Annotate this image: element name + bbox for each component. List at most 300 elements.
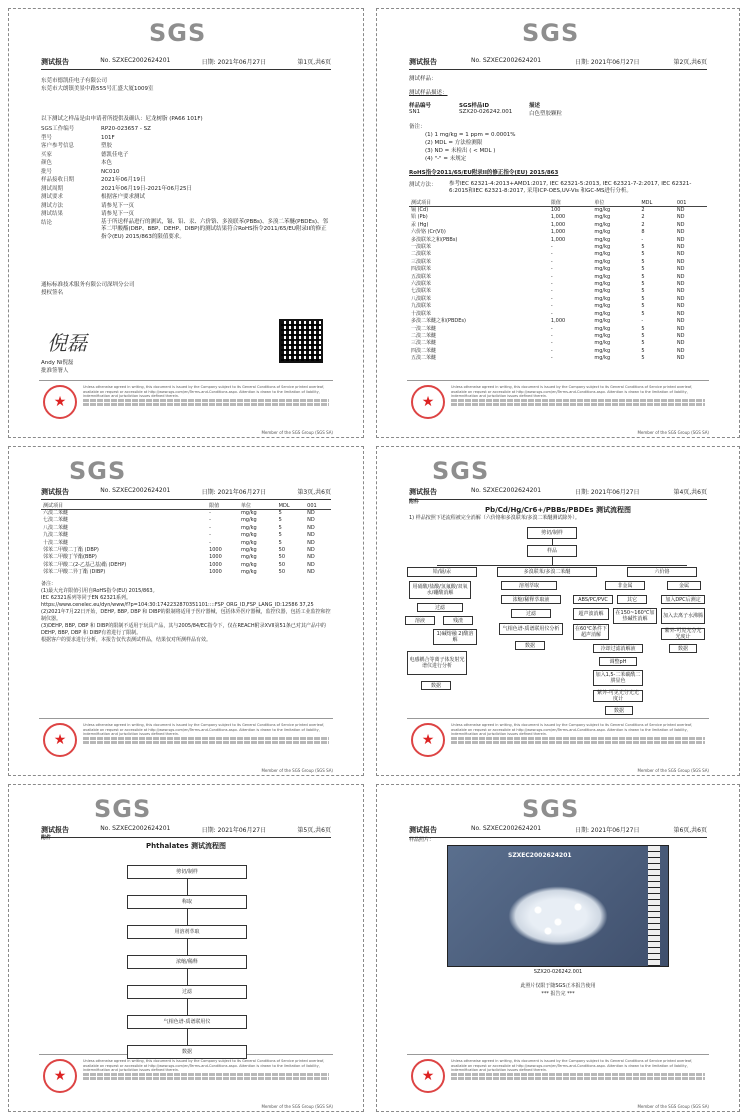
- table-cell: 5: [641, 340, 645, 347]
- table-cell: mg/kg: [594, 332, 611, 339]
- table-header-cell: 单位: [592, 199, 639, 207]
- appendix-label: 附件: [41, 835, 52, 841]
- table-cell: mg/kg: [594, 288, 611, 295]
- table-cell: ND: [676, 258, 685, 265]
- table-cell: mg/kg: [594, 214, 611, 221]
- signature: 倪磊: [47, 331, 87, 355]
- ruler-image: [648, 846, 660, 966]
- table-cell: ND: [676, 221, 685, 228]
- table-cell: 九溴联苯: [411, 303, 432, 310]
- field-label: 买家: [41, 151, 53, 158]
- table-cell: 5: [641, 258, 645, 265]
- table-cell: -: [641, 236, 644, 243]
- table-header-cell: 测试项目: [41, 502, 207, 510]
- report-date: 日期: 2021年06月27日: [575, 827, 640, 834]
- flow-step: 过滤: [127, 985, 247, 999]
- table-cell: mg/kg: [594, 318, 611, 325]
- table-cell: mg/kg: [594, 340, 611, 347]
- table-cell: 1000: [209, 554, 222, 561]
- flow-node-solution: 溶液: [405, 616, 435, 625]
- table-row: [409, 333, 707, 340]
- field-value: 2021年06月19日-2021年06月25日: [101, 185, 192, 192]
- table-cell: ND: [676, 251, 685, 258]
- table-cell: ND: [307, 569, 315, 576]
- photo-label: 样品照片：: [409, 837, 435, 843]
- table-cell: 2: [641, 221, 645, 228]
- page-number: 第1页,共6页: [297, 59, 331, 66]
- table-cell: 5: [641, 251, 645, 258]
- table-cell: 邻苯二甲酸二丁酯 (DBP): [43, 547, 99, 554]
- table-cell: 多溴联苯之和(PBBs): [411, 236, 458, 243]
- notes-label: 备注：: [41, 580, 57, 587]
- field-value: 请参见下一页: [101, 211, 135, 217]
- report-title: 测试报告: [409, 488, 437, 496]
- flow-node-other: 其它: [617, 595, 647, 604]
- table-cell: 2: [641, 207, 645, 213]
- flow-step: 数据: [127, 1045, 247, 1059]
- test-method: 测试方法： 参考IEC 62321-4:2013+AMD1:2017, IEC 62321-5:2013, IEC 62321-7-2:2017, IEC 62321-6:2015和IEC 62321-8:2017, 采用ICP-OES,UV-Vis 和GC-MS进行分析。: [409, 181, 692, 194]
- report-title: 测试报告: [409, 826, 437, 834]
- table-cell: 5: [641, 288, 645, 295]
- table-cell: 六溴二苯醚: [43, 510, 69, 516]
- note-item: (2) MDL = 方法检测限: [425, 140, 483, 146]
- report-title: 测试报告: [41, 58, 69, 66]
- flow-node-data-b: 数据: [515, 641, 545, 650]
- field-value: 2021年06月19日: [101, 177, 146, 183]
- table-cell: 邻苯二甲酸二(2-乙基己基)酯 (DEHP): [43, 561, 127, 568]
- table-cell: 5: [641, 281, 645, 288]
- flow-node-gcms: 气相色谱-质谱联用仪分析: [499, 623, 563, 635]
- field-row: [41, 151, 331, 160]
- sgs-logo: SGS: [149, 19, 207, 47]
- table-cell: 5: [641, 332, 645, 339]
- photo-note: 此照片仅限于随SGS正本报告使用: [520, 983, 596, 989]
- signer-title: 批准签署人: [41, 368, 69, 374]
- table-cell: 一溴联苯: [411, 244, 432, 251]
- field-row: [41, 176, 331, 185]
- table-cell: 50: [278, 547, 286, 554]
- table-cell: ND: [307, 554, 315, 561]
- report-number: No. SZXEC2002624201: [100, 825, 171, 832]
- flow-col-pbb: 多溴联苯/多溴二苯醚: [497, 567, 597, 577]
- table-cell: 一溴二苯醚: [411, 325, 437, 332]
- report-page-4: [376, 446, 740, 776]
- table-cell: 50: [278, 569, 286, 576]
- table-row: [409, 296, 707, 303]
- table-cell: 八溴联苯: [411, 295, 432, 302]
- flow-step: 气相色谱-质谱联用仪: [127, 1015, 247, 1029]
- report-page-6: [376, 784, 740, 1112]
- report-date: 日期: 2021年06月27日: [575, 59, 640, 66]
- sgs-logo: SGS: [522, 19, 580, 47]
- table-cell: 1,000: [550, 214, 566, 221]
- sgs-logo: SGS: [432, 457, 490, 485]
- table-cell: ND: [676, 347, 685, 354]
- fineprint: Unless otherwise agreed in writing, this document is issued by the Company subject to its General Conditions of Service printed overleaf, available on request or accessible at http://www.sgs.com/en/Terms-and-Conditions.aspx. Attention is drawn to the limitation of liability, indemnification and jurisdiction issues defined therein.: [451, 385, 705, 408]
- field-row: [41, 202, 331, 211]
- flow-step: 称取: [127, 895, 247, 909]
- fineprint: Unless otherwise agreed in writing, this document is issued by the Company subject to its General Conditions of Service printed overleaf, available on request or accessible at http://www.sgs.com/en/Terms-and-Conditions.aspx. Attention is drawn to the limitation of liability, indemnification and jurisdiction issues defined therein.: [451, 723, 705, 746]
- flow-node-data-c: 数据: [669, 644, 697, 653]
- sample-photo: [447, 845, 669, 967]
- table-cell: 5: [278, 532, 282, 539]
- table-cell: ND: [307, 524, 315, 531]
- page-header: [409, 825, 707, 838]
- flow-arrow: [187, 969, 188, 985]
- note-item: 根据客户的要求进行分析，本报告仅代表测试样品，结果仅对所测样品有效。: [41, 636, 212, 643]
- sgs-logo: SGS: [522, 795, 580, 823]
- field-value: 根据客户要求测试: [101, 194, 146, 200]
- field-row: [41, 159, 331, 168]
- field-row: [41, 134, 331, 143]
- table-cell: 1000: [209, 569, 222, 576]
- report-title: 测试报告: [409, 58, 437, 66]
- flow-step: 剪切/制样: [127, 865, 247, 879]
- table-header-cell: 001: [305, 502, 331, 510]
- table-cell: ND: [676, 229, 685, 236]
- report-number: No. SZXEC2002624201: [470, 487, 542, 494]
- field-row: [41, 142, 331, 151]
- table-cell: ND: [676, 281, 685, 288]
- table-cell: ND: [676, 273, 685, 280]
- table-cell: 二溴二苯醚: [411, 332, 437, 339]
- flow-node-data-d: 数据: [605, 706, 633, 715]
- page-number: 第3页,共6页: [297, 489, 331, 496]
- table-cell: -: [550, 355, 553, 362]
- table-cell: mg/kg: [594, 303, 611, 310]
- flow-node-icp: 电感耦合等离子体发射光谱仪进行分析: [407, 651, 467, 675]
- page-footer: [39, 380, 333, 435]
- table-row: [409, 229, 707, 236]
- note-item: (4) "-" = 未规定: [425, 156, 467, 162]
- table-cell: -: [550, 295, 553, 302]
- flow-node-60c: 在60℃条件下超声消解: [573, 624, 609, 640]
- report-title: 测试报告: [41, 826, 69, 834]
- table-cell: ND: [676, 295, 685, 302]
- field-label: 测试要求: [41, 194, 64, 200]
- fineprint: Unless otherwise agreed in writing, this document is issued by the Company subject to its General Conditions of Service printed overleaf, available on request or accessible at http://www.sgs.com/en/Terms-and-Conditions.aspx. Attention is drawn to the limitation of liability, indemnification and jurisdiction issues defined therein.: [83, 1059, 329, 1082]
- page-footer: [407, 718, 709, 773]
- sample-id-caption: SZX20-026242.001: [533, 969, 583, 975]
- flow-node-boil: 加入去离子水沸腾: [661, 608, 705, 624]
- qr-code: [279, 319, 323, 363]
- table-cell: 1,000: [550, 229, 566, 236]
- table-cell: mg/kg: [240, 547, 257, 554]
- photo-sticker: SZXEC2002624201: [508, 852, 572, 859]
- end-of-report: *** 报告完 ***: [541, 991, 575, 997]
- table-row: [409, 303, 707, 310]
- page-header: [409, 57, 707, 70]
- table-cell: mg/kg: [240, 532, 257, 539]
- table-cell: 1000: [209, 561, 222, 568]
- table-cell: 十溴二苯醚: [43, 539, 69, 546]
- flow-node-ph: 调整pH: [599, 657, 637, 666]
- section-description: 测试样品描述：: [409, 90, 448, 96]
- table-cell: mg/kg: [594, 355, 611, 362]
- table-cell: mg/kg: [594, 266, 611, 273]
- table-cell: -: [550, 288, 553, 295]
- table-cell: 50: [278, 561, 286, 568]
- table-cell: 5: [641, 325, 645, 332]
- field-row: [41, 185, 331, 194]
- report-date: 日期: 2021年06月27日: [201, 827, 267, 834]
- signer-company: 通标标准技术服务有限公司深圳分公司: [41, 282, 135, 288]
- flow-arrow: [187, 939, 188, 955]
- flow-node-concentrate: 浓缩/稀释萃取液: [501, 595, 561, 604]
- results-table: [41, 502, 331, 577]
- page-number: 第6页,共6页: [673, 827, 707, 834]
- table-cell: 5: [278, 524, 282, 531]
- table-cell: mg/kg: [594, 229, 611, 236]
- sgs-seal-icon: ★: [43, 1059, 77, 1093]
- table-cell: -: [209, 510, 211, 516]
- report-title: 测试报告: [41, 488, 69, 496]
- flow-arrow: [187, 1029, 188, 1045]
- report-date: 日期: 2021年06月27日: [201, 489, 267, 496]
- table-row: [409, 266, 707, 273]
- table-cell: mg/kg: [594, 258, 611, 265]
- signer-role: 授权签名: [41, 290, 64, 296]
- table-cell: 九溴二苯醚: [43, 532, 69, 539]
- flow-node-nonmetal: 非金属: [605, 581, 645, 590]
- table-header-cell: MDL: [277, 502, 305, 510]
- note-item: (3) ND = 未检出 ( < MDL ): [425, 148, 496, 154]
- table-cell: -: [550, 244, 553, 251]
- sgs-seal-icon: ★: [43, 385, 77, 419]
- report-page-3: [8, 446, 364, 776]
- section-sample: 测试样品：: [409, 76, 437, 82]
- field-value: 德凯佳电子: [101, 151, 129, 158]
- table-cell: 邻苯二甲酸丁苄酯(BBP): [43, 554, 97, 561]
- field-value: RP20-023657 - SZ: [101, 126, 151, 132]
- table-cell: mg/kg: [240, 524, 257, 531]
- conclusion: 结论 基于所送样品进行的测试，镉、铅、汞、六价铬、多溴联苯(PBBs)、多溴二苯醚(PBDEs)、邻苯二甲酸酯(DBP、BBP、DEHP、DIBP)的测试结果符合RoHS指令2011/65/EU附录II的修正指令(EU) 2015/863的限值要求。: [41, 218, 328, 240]
- table-row: [409, 348, 707, 355]
- table-cell: 四溴二苯醚: [411, 347, 437, 354]
- note-item: (1) 1 mg/kg = 1 ppm = 0.0001%: [425, 132, 516, 138]
- table-cell: ND: [676, 288, 685, 295]
- table-row: [41, 510, 331, 518]
- table-cell: -: [550, 303, 553, 310]
- page-header: [41, 487, 331, 500]
- flow-node-uv-b: 紫外-可见光分光光度计: [593, 690, 643, 702]
- member-note: Member of the SGS Group (SGS SA): [261, 430, 333, 435]
- page-footer: [39, 1054, 333, 1109]
- table-cell: -: [209, 517, 211, 524]
- sgs-seal-icon: ★: [43, 723, 77, 757]
- table-cell: ND: [676, 244, 685, 251]
- table-cell: mg/kg: [240, 517, 257, 524]
- table-cell: ND: [676, 340, 685, 347]
- flow-node-data-a: 数据: [421, 681, 451, 690]
- table-cell: 5: [641, 273, 645, 280]
- page-header: [409, 487, 707, 500]
- table-cell: 5: [641, 347, 645, 354]
- table-cell: mg/kg: [240, 539, 257, 546]
- table-cell: ND: [307, 561, 315, 568]
- table-cell: 50: [278, 554, 286, 561]
- field-row: [41, 125, 331, 134]
- flow-arrow: [187, 999, 188, 1015]
- table-cell: 八溴二苯醚: [43, 524, 69, 531]
- sample-intro: 以下测试之样品是由申请者所提供及确认：尼龙树脂 (PA66 101F): [41, 116, 203, 122]
- field-row: [41, 193, 331, 202]
- member-note: Member of the SGS Group (SGS SA): [261, 1104, 333, 1109]
- flow-node-digest: 用硝酸/盐酸/氢氟酸/双氧水/硼酸消解: [409, 581, 471, 599]
- field-label: SGS工作编号: [41, 126, 75, 132]
- table-cell: ND: [676, 325, 685, 332]
- table-cell: 8: [641, 229, 645, 236]
- table-cell: mg/kg: [594, 221, 611, 228]
- field-label: 测试方法: [41, 202, 64, 209]
- flow-node-cut: 剪切/制样: [527, 527, 577, 539]
- table-row: [409, 214, 707, 221]
- report-number: No. SZXEC2002624201: [470, 57, 542, 64]
- flow-node-filter-b: 过滤: [511, 609, 551, 618]
- table-header-cell: 测试项目: [409, 199, 549, 207]
- table-cell: mg/kg: [594, 347, 611, 354]
- sgs-logo: SGS: [69, 457, 127, 485]
- notes-list: [41, 588, 331, 644]
- table-cell: -: [641, 318, 644, 325]
- sample-table-row: SN1 SZX20-026242.001 白色塑胶颗粒: [409, 109, 563, 117]
- table-cell: 三溴二苯醚: [411, 340, 437, 347]
- table-cell: ND: [307, 532, 315, 539]
- table-cell: 5: [278, 517, 282, 524]
- table-cell: 5: [641, 266, 645, 273]
- table-row: [409, 259, 707, 266]
- flow-node-sample: 样品: [527, 545, 577, 557]
- table-row: [409, 207, 707, 215]
- sample-fields: [41, 125, 331, 219]
- page-number: 第2页,共6页: [673, 59, 707, 66]
- table-cell: 三溴联苯: [411, 258, 432, 265]
- table-cell: 铅 (Pb): [411, 214, 428, 221]
- table-cell: mg/kg: [594, 251, 611, 258]
- table-row: [409, 340, 707, 347]
- report-date: 日期: 2021年06月27日: [201, 59, 267, 66]
- field-value: 塑胶: [101, 143, 113, 149]
- signer-name: Andy Ni倪磊: [41, 360, 74, 366]
- table-header-cell: MDL: [639, 199, 674, 207]
- field-value: 101F: [101, 134, 115, 141]
- field-label: 型号: [41, 134, 53, 141]
- table-row: [409, 251, 707, 258]
- table-header-cell: 单位: [239, 502, 277, 510]
- sgs-seal-icon: ★: [411, 1059, 445, 1093]
- flow-arrow: [187, 879, 188, 895]
- table-cell: 五溴联苯: [411, 273, 432, 280]
- table-cell: 镉 (Cd): [411, 207, 429, 213]
- table-cell: ND: [307, 539, 315, 546]
- table-cell: 四溴联苯: [411, 266, 432, 273]
- table-row: [41, 569, 331, 576]
- flow-node-filter: 过滤: [417, 603, 463, 612]
- table-cell: -: [209, 539, 211, 546]
- rohs-title: RoHS指令2011/65/EU附录II的修正指令(EU) 2015/863: [409, 170, 559, 176]
- page-header: [41, 57, 331, 70]
- table-cell: mg/kg: [240, 569, 257, 576]
- flow-arrow: [187, 909, 188, 925]
- table-cell: 5: [641, 303, 645, 310]
- page-header: [41, 825, 331, 838]
- table-header-cell: 001: [675, 199, 707, 207]
- pellets-image: [508, 886, 608, 946]
- table-cell: 六价铬 (Cr(VI)): [411, 229, 446, 236]
- table-cell: mg/kg: [594, 244, 611, 251]
- table-cell: ND: [676, 214, 685, 221]
- table-cell: mg/kg: [594, 236, 611, 243]
- table-cell: mg/kg: [240, 510, 257, 516]
- table-cell: 七溴联苯: [411, 288, 432, 295]
- flow-node-uv-a: 紫外-可见光分光光度计: [661, 628, 705, 640]
- flow-node-abs: ABS/PC/PVC: [573, 595, 613, 604]
- field-label: 样品接收日期: [41, 177, 75, 183]
- sgs-seal-icon: ★: [411, 723, 445, 757]
- field-row: [41, 168, 331, 177]
- fineprint: Unless otherwise agreed in writing, this document is issued by the Company subject to its General Conditions of Service printed overleaf, available on request or accessible at http://www.sgs.com/en/Terms-and-Conditions.aspx. Attention is drawn to the limitation of liability, indemnification and jurisdiction issues defined therein.: [451, 1059, 705, 1082]
- flow-node-residue: 残渣: [443, 616, 473, 625]
- member-note: Member of the SGS Group (SGS SA): [637, 430, 709, 435]
- table-cell: -: [550, 347, 553, 354]
- table-cell: 二溴联苯: [411, 251, 432, 258]
- field-label: 测试周期: [41, 185, 64, 192]
- table-cell: ND: [676, 332, 685, 339]
- appendix-label: 附件: [409, 499, 420, 505]
- table-cell: 5: [641, 310, 645, 317]
- note-item: (1)最大允许限值引用自RoHS指令(EU) 2015/863。: [41, 587, 158, 594]
- flow-step: 浓缩/稀释: [127, 955, 247, 969]
- table-row: [409, 237, 707, 244]
- table-cell: mg/kg: [594, 207, 611, 213]
- table-cell: 邻苯二甲酸二异丁酯 (DIBP): [43, 569, 106, 576]
- table-cell: -: [209, 524, 211, 531]
- table-cell: mg/kg: [594, 325, 611, 332]
- notes-label: 备注：: [409, 124, 426, 130]
- flowchart-description: 1) 样品按照下述流程被完全消解（六价铬和多溴联苯/多溴二苯醚测试除外）。: [409, 515, 580, 521]
- table-cell: ND: [676, 236, 685, 243]
- table-cell: -: [550, 325, 553, 332]
- flow-node-alkaline-heat: 在150~160℃加热碱性消解: [613, 608, 657, 624]
- table-cell: mg/kg: [594, 273, 611, 280]
- field-label: 批号: [41, 168, 53, 175]
- table-cell: mg/kg: [594, 295, 611, 302]
- sample-table-header: 样品编号 SGS样品ID 描述: [409, 103, 541, 109]
- sgs-seal-icon: ★: [411, 385, 445, 419]
- report-number: No. SZXEC2002624201: [470, 825, 542, 832]
- flow-node-dpc: 加入DPC后测定: [661, 595, 705, 604]
- table-cell: 1,000: [550, 318, 566, 325]
- table-cell: 5: [641, 355, 645, 362]
- field-value: 本色: [101, 160, 113, 166]
- table-row: [409, 311, 707, 318]
- table-cell: 五溴二苯醚: [411, 355, 437, 362]
- page-footer: [39, 718, 333, 773]
- flowchart-title: Pb/Cd/Hg/Cr6+/PBBs/PBDEs 测试流程图: [485, 506, 631, 514]
- table-cell: -: [550, 340, 553, 347]
- table-row: [409, 244, 707, 251]
- table-row: [409, 355, 707, 362]
- table-cell: 十溴联苯: [411, 310, 432, 317]
- table-cell: 多溴二苯醚之和(PBDEs): [411, 318, 466, 325]
- member-note: Member of the SGS Group (SGS SA): [261, 768, 333, 773]
- flow-node-color: 加入1,5-二苯碳酰二肼显色: [593, 670, 643, 686]
- table-cell: ND: [676, 207, 685, 213]
- table-row: [41, 532, 331, 539]
- flow-node-metal: 金属: [667, 581, 701, 590]
- table-cell: -: [550, 281, 553, 288]
- table-cell: -: [550, 310, 553, 317]
